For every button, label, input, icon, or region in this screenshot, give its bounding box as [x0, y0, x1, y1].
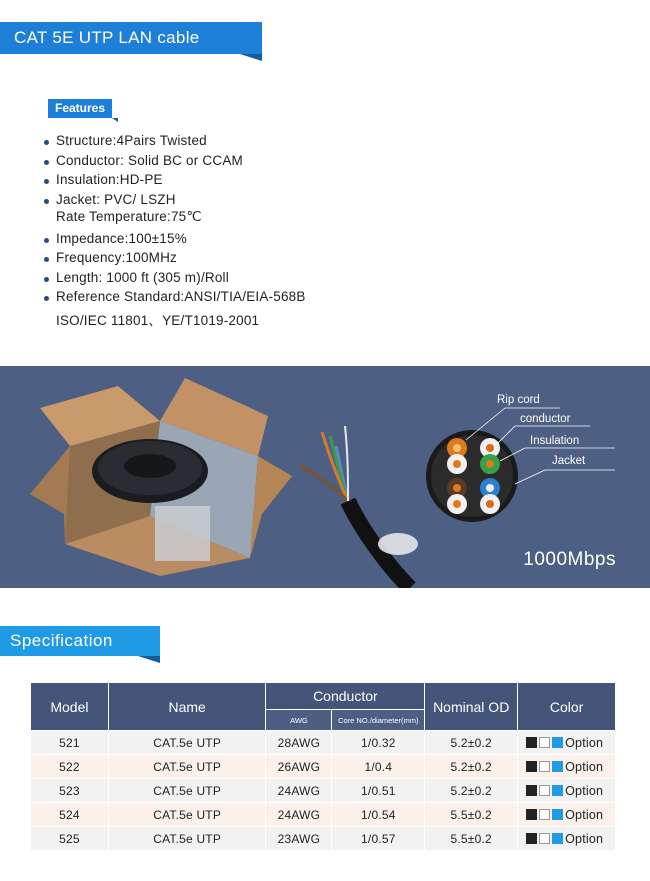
cell-name: CAT.5e UTP	[108, 755, 266, 779]
black-swatch-icon	[526, 761, 537, 772]
feature-item: Impedance:100±15%	[44, 229, 306, 249]
header-nominal-od: Nominal OD	[425, 683, 518, 731]
header-core: Core NO./diameter(mm)	[332, 710, 425, 731]
cell-model: 522	[31, 755, 109, 779]
white-swatch-icon	[539, 785, 550, 796]
table-row	[31, 755, 616, 779]
cell-od: 5.2±0.2	[425, 731, 518, 755]
feature-item: Conductor: Solid BC or CCAM	[44, 151, 306, 171]
label-rip-cord: Rip cord	[497, 394, 540, 406]
cell-awg: 26AWG	[266, 755, 332, 779]
label-insulation: Insulation	[530, 435, 580, 447]
cell-od: 5.2±0.2	[425, 755, 518, 779]
cell-core: 1/0.54	[332, 803, 425, 827]
bullet-icon	[44, 140, 49, 145]
blue-swatch-icon	[552, 737, 563, 748]
feature-item: Jacket: PVC/ LSZH	[44, 190, 306, 210]
feature-item: Length: 1000 ft (305 m)/Roll	[44, 268, 306, 288]
cell-awg: 24AWG	[266, 803, 332, 827]
cell-color: Option	[518, 779, 616, 803]
table-row	[31, 731, 616, 755]
header-color: Color	[518, 683, 616, 731]
feature-item: Insulation:HD-PE	[44, 170, 306, 190]
white-swatch-icon	[539, 809, 550, 820]
cell-model: 525	[31, 827, 109, 851]
cell-color: Option	[518, 827, 616, 851]
cell-color: Option	[518, 755, 616, 779]
cell-name: CAT.5e UTP	[108, 803, 266, 827]
blue-swatch-icon	[552, 833, 563, 844]
specification-heading: Specification	[0, 626, 160, 656]
cell-awg: 23AWG	[266, 827, 332, 851]
cell-name: CAT.5e UTP	[108, 827, 266, 851]
label-conductor: conductor	[520, 413, 571, 425]
header-model: Model	[31, 683, 109, 731]
cell-awg: 24AWG	[266, 779, 332, 803]
standards-extra: ISO/IEC 11801、YE/T1019-2001	[56, 313, 260, 328]
cable-box-illustration	[30, 378, 292, 576]
feature-item: Structure:4Pairs Twisted	[44, 131, 306, 151]
bullet-icon	[44, 199, 49, 204]
white-swatch-icon	[539, 761, 550, 772]
bullet-icon	[44, 179, 49, 184]
cell-core: 1/0.32	[332, 731, 425, 755]
title-banner-fold	[240, 54, 262, 61]
cell-model: 521	[31, 731, 109, 755]
cross-section-diagram	[426, 408, 615, 522]
table-row	[31, 827, 616, 851]
cell-od: 5.5±0.2	[425, 827, 518, 851]
black-swatch-icon	[526, 785, 537, 796]
cell-core: 1/0.51	[332, 779, 425, 803]
cell-model: 524	[31, 803, 109, 827]
header-name: Name	[108, 683, 266, 731]
rate-temperature: Rate Temperature:75℃	[56, 209, 202, 224]
header-awg: AWG	[266, 710, 332, 731]
speed-label: 1000Mbps	[523, 549, 616, 570]
header-conductor: Conductor	[266, 683, 425, 710]
cell-awg: 28AWG	[266, 731, 332, 755]
spec-banner-fold	[138, 656, 160, 663]
blue-swatch-icon	[552, 761, 563, 772]
black-swatch-icon	[526, 833, 537, 844]
bullet-icon	[44, 160, 49, 165]
page-title: CAT 5E UTP LAN cable	[0, 22, 262, 54]
cell-name: CAT.5e UTP	[108, 731, 266, 755]
cell-od: 5.2±0.2	[425, 779, 518, 803]
feature-item: Reference Standard:ANSI/TIA/EIA-568B	[44, 287, 306, 307]
black-swatch-icon	[526, 737, 537, 748]
blue-swatch-icon	[552, 809, 563, 820]
cell-name: CAT.5e UTP	[108, 779, 266, 803]
cell-core: 1/0.4	[332, 755, 425, 779]
bullet-icon	[44, 277, 49, 282]
features-badge: Features	[48, 99, 112, 118]
bullet-icon	[44, 257, 49, 262]
label-jacket: Jacket	[552, 455, 586, 467]
black-swatch-icon	[526, 809, 537, 820]
white-swatch-icon	[539, 833, 550, 844]
white-swatch-icon	[539, 737, 550, 748]
cell-color: Option	[518, 803, 616, 827]
cable-illustration	[300, 426, 418, 588]
cell-core: 1/0.57	[332, 827, 425, 851]
cell-model: 523	[31, 779, 109, 803]
cell-color: Option	[518, 731, 616, 755]
bullet-icon	[44, 296, 49, 301]
feature-item: Frequency:100MHz	[44, 248, 306, 268]
cell-od: 5.5±0.2	[425, 803, 518, 827]
table-row	[31, 803, 616, 827]
table-row	[31, 779, 616, 803]
spec-table	[30, 682, 616, 851]
blue-swatch-icon	[552, 785, 563, 796]
bullet-icon	[44, 238, 49, 243]
